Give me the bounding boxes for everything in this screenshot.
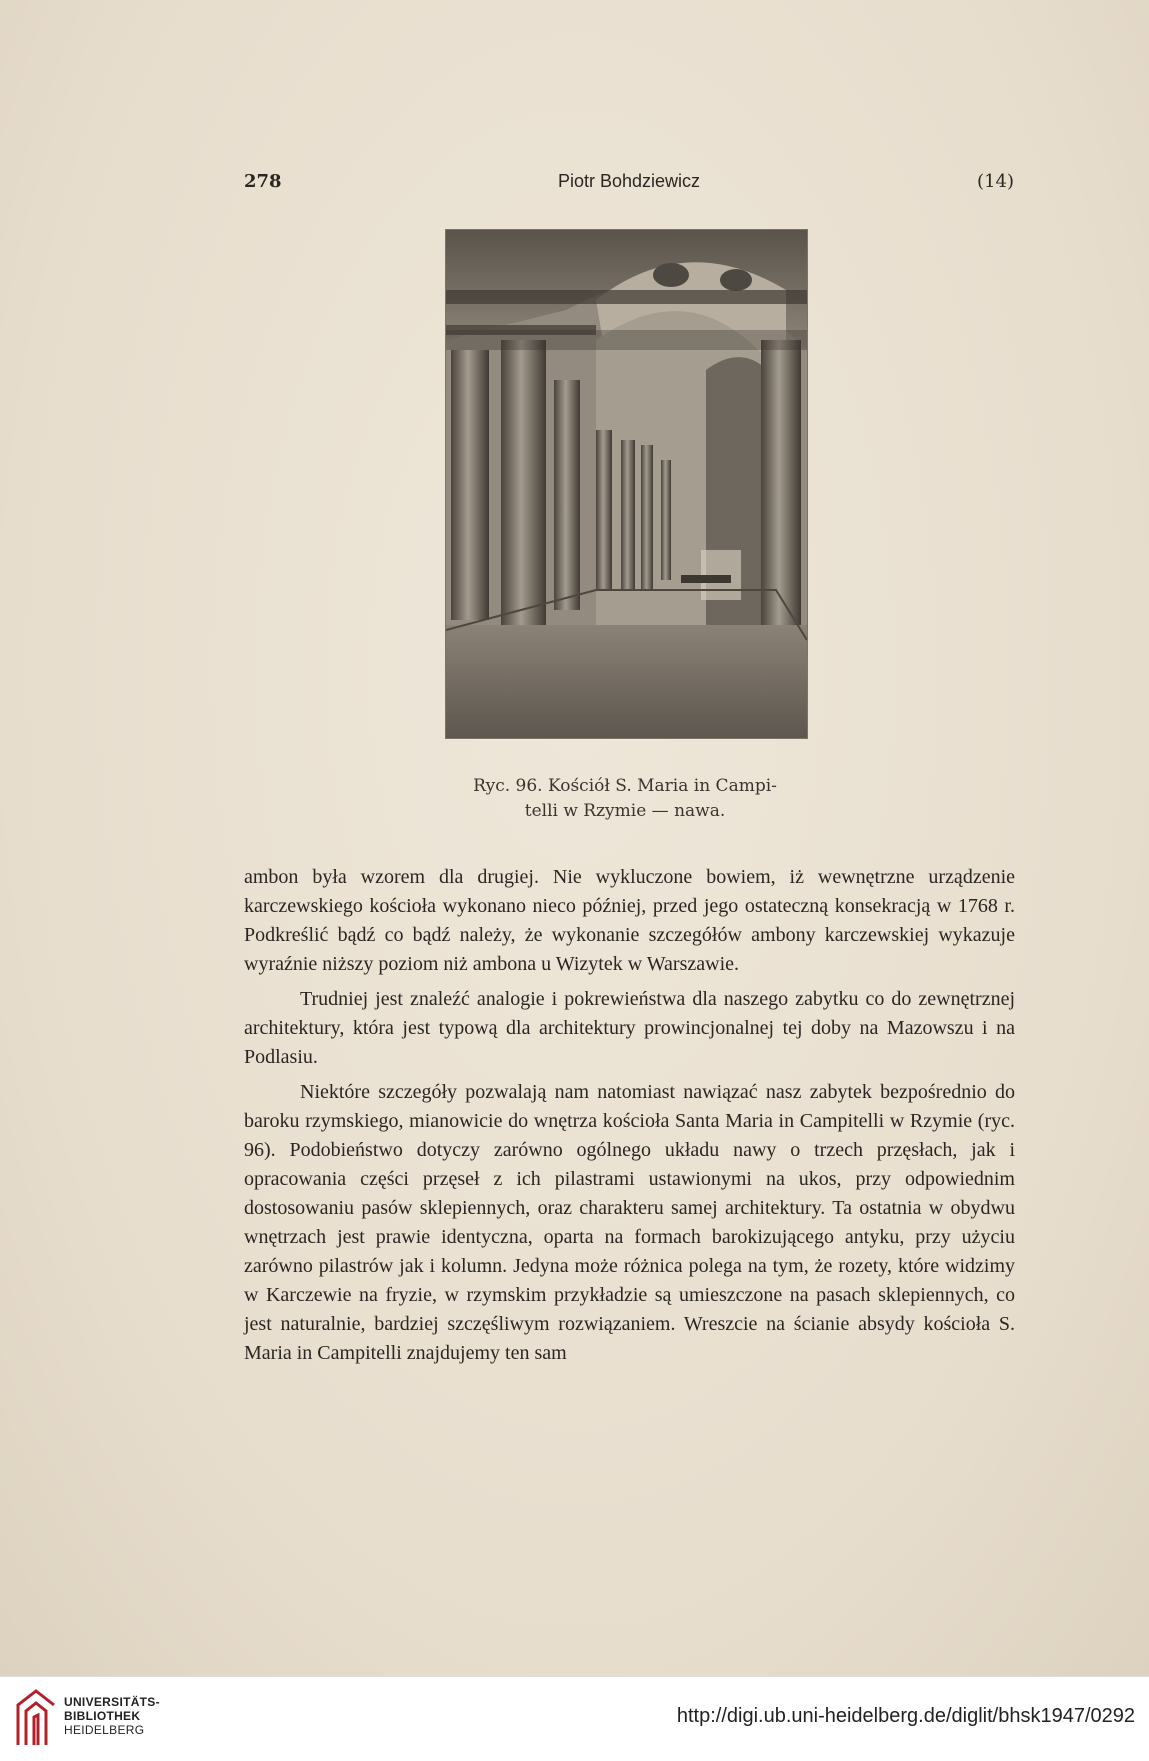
church-nave-illustration <box>446 230 807 738</box>
library-logo-icon <box>14 1687 58 1749</box>
caption-line-1: Ryc. 96. Kościół S. Maria in Campi- <box>473 776 777 796</box>
library-name <box>64 1695 160 1737</box>
library-name-line-3: HEIDELBERG <box>64 1723 145 1737</box>
figure-caption <box>380 774 870 824</box>
paragraph-3: Niektóre szczegóły pozwalają nam natomiast nawiązać nasz zabytek bezpośrednio do baroku rzymskiego, mianowicie do wnętrza kościoła Santa Maria in Campitelli w Rzymie (ryc. 96). Podobieństwo dotyczy zarówno ogólnego układu nawy o trzech przęsłach, jak i opracowania części przęseł z ich pilastrami ustawionymi na ukos, przy odpowiednim dostosowaniu pasów sklepiennych, oraz charakteru samej architektury. Ta ostatnia w obydwu wnętrzach jest prawie identyczna, oparta na formach barokizującego antyku, przy użyciu zarówno pilastrów jak i kolumn. Jedyna może różnica polega na tym, że rozety, które widzimy w Karczewie na fryzie, w rzymskim przykładzie są umieszczone na pasach sklepiennych, co jest naturalnie, bardziej szczęśliwym rozwiązaniem. Wreszcie na ścianie absydy kościoła S. Maria in Campitelli znajdujemy ten sam <box>244 1081 1015 1364</box>
library-name-line-2: BIBLIOTHEK <box>64 1709 141 1723</box>
running-head <box>244 171 1014 199</box>
digitization-footer <box>0 1676 1149 1761</box>
body-text <box>244 863 1015 1368</box>
paragraph-2: Trudniej jest znaleźć analogie i pokrewieństwa dla naszego zabytku co do zewnętrznej architektury, która jest typową dla architektury prowincjonalnej tej doby na Mazowszu i na Podlasiu. <box>244 988 1015 1068</box>
paragraph-1: ambon była wzorem dla drugiej. Nie wykluczone bowiem, iż wewnętrzne urządzenie karczewskiego kościoła wykonano nieco później, przed jego ostateczną konsekracją w 1768 r. Podkreślić bądź co bądź należy, że wykonanie szczegółów ambony karczewskiej wykazuje wyraźnie niższy poziom niż ambona u Wizytek w Warszawie. <box>244 866 1015 975</box>
section-number: (14) <box>977 171 1014 192</box>
running-head-author: Piotr Bohdziewicz <box>557 171 701 191</box>
library-name-line-1: UNIVERSITÄTS- <box>64 1695 160 1709</box>
church-interior-photo <box>445 229 808 739</box>
source-url[interactable]: http://digi.ub.uni-heidelberg.de/diglit/bhsk1947/0292 <box>676 1705 1135 1727</box>
page-number: 278 <box>244 171 282 192</box>
caption-line-2: telli w Rzymie — nawa. <box>524 801 726 821</box>
